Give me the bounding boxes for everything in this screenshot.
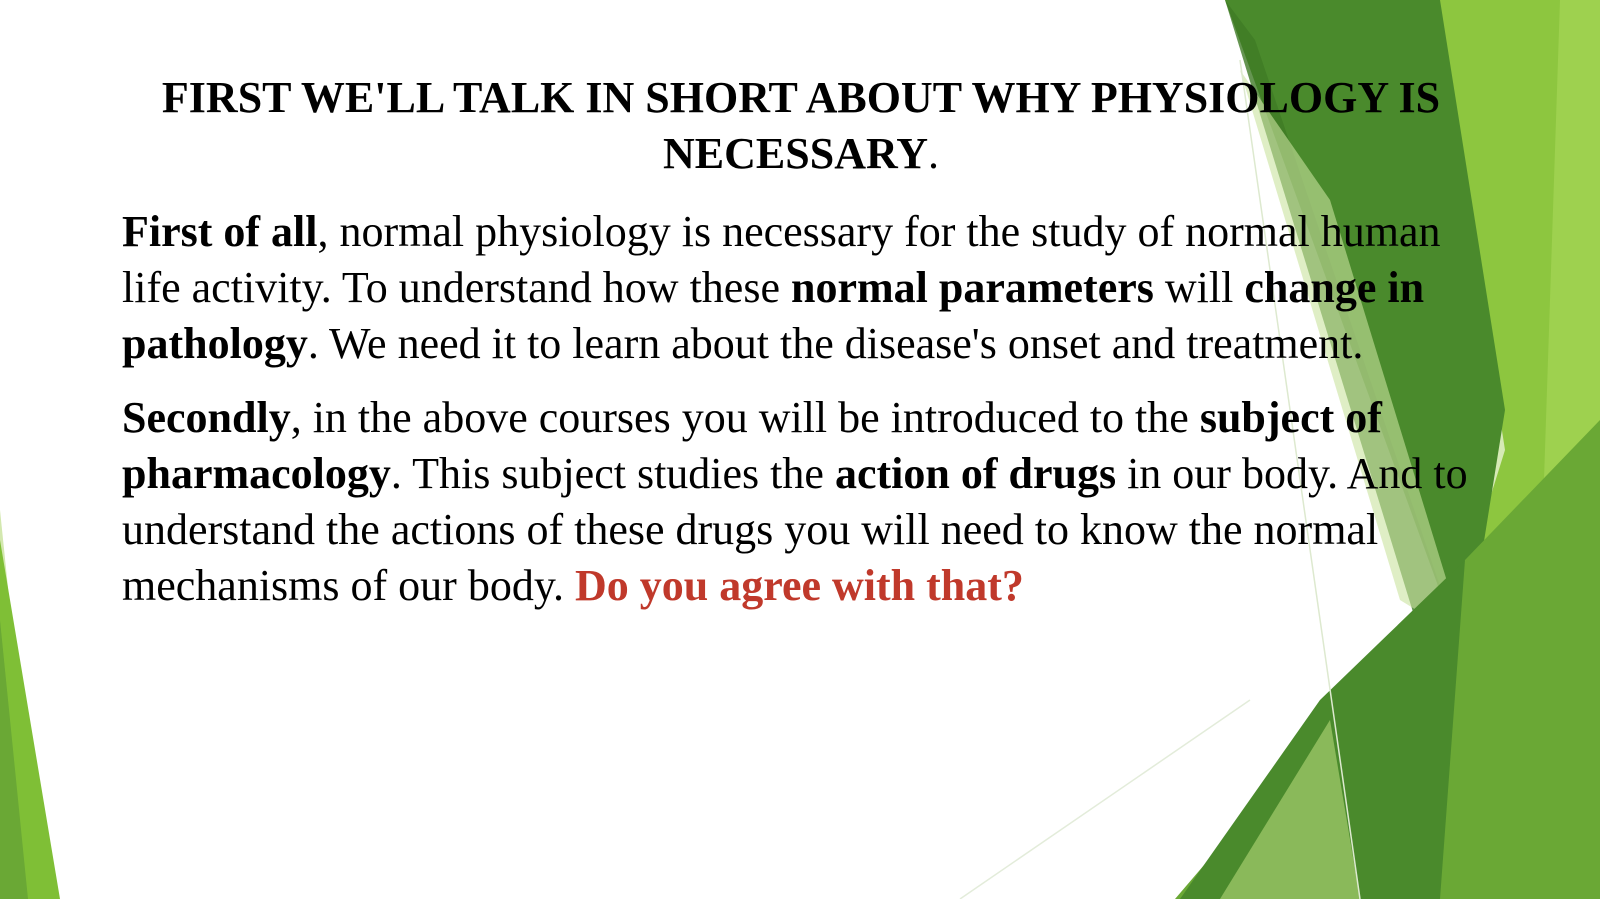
paragraph-first [122, 204, 1480, 372]
title-period: . [927, 129, 939, 178]
p2-bold-secondly: Secondly [122, 393, 291, 442]
p2-red-question: Do you agree with that? [574, 561, 1024, 610]
p2-bold-subject-of-pharmacology: subject of pharmacology [122, 393, 1382, 498]
p1-text-3: . We need it to learn about the disease's onset and treatment. [307, 319, 1364, 368]
p2-text-2: . This subject studies the [390, 449, 835, 498]
p2-text-3: in our body. And to understand the actions of these drugs you will need to know the normal mechanisms of our body. [122, 449, 1468, 610]
p2-bold-action-of-drugs: action of drugs [834, 449, 1117, 498]
slide-content [122, 70, 1480, 614]
p1-text-2: will [1153, 263, 1245, 312]
title-text: FIRST WE'LL TALK IN SHORT ABOUT WHY PHYSIOLOGY IS NECESSARY [161, 73, 1441, 178]
p1-bold-change-in-pathology: change in pathology [122, 263, 1425, 368]
p1-bold-first-of-all: First of all [122, 207, 318, 256]
paragraph-second [122, 390, 1480, 614]
p1-text-1: , normal physiology is necessary for the study of normal human life activity. To understand how these [122, 207, 1441, 312]
p2-text-1: , in the above courses you will be introduced to the [290, 393, 1200, 442]
slide-title [122, 70, 1480, 182]
p1-bold-normal-parameters: normal parameters [790, 263, 1154, 312]
